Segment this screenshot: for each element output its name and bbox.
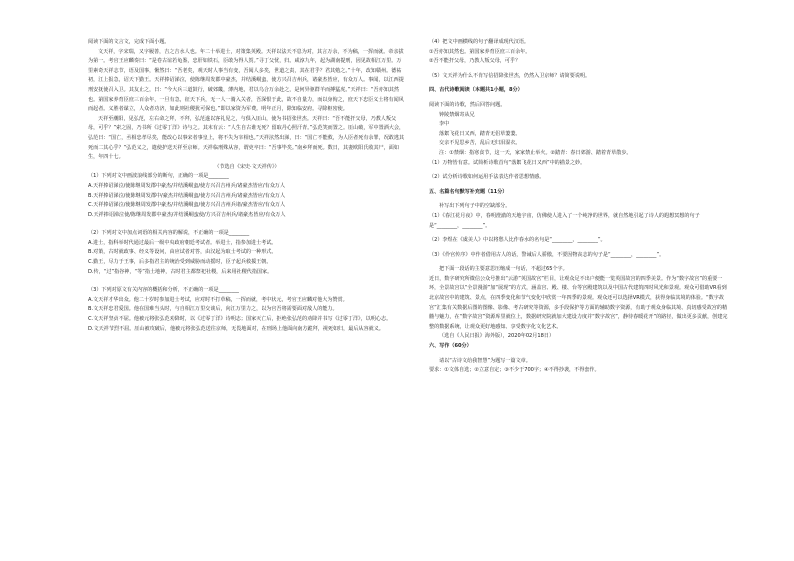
poem-line-2: 交亲不见思乡苦，乱后无归泪湿衣。	[439, 140, 521, 147]
question-3-option-c: C.文天祥坚贞不屈。他被元将张弘范劝降时，以《过零丁洋》诗明志；国家灭亡后，拒绝张弘范的劝降并书写《过零丁洋》，以明心志。	[88, 316, 392, 323]
fill-blank-2: （2）李煜在《虞美人》中以将愁人比作春水的名句是“________，________”。	[429, 237, 606, 244]
question-3-option-d: D.文天祥节烈不屈。厓山被攻破后，他被元将张弘范送往京师，无畏地面对，在刑场上他面向南方跪拜，视死如归，最后从容就义。	[88, 325, 384, 332]
question-2-option-c: C.勤王，尽力于王事，后多指君主的统治受到威胁而动摇时，臣子起兵救援王朝。	[88, 259, 272, 266]
question-1-option-b: B.天祥捧诏涕泣/使陈继周发郡中/豪杰并结溪峒蛮/使方兴召吉州兵/诸豪杰皆应/有众万人	[88, 192, 286, 199]
question-4-stem: （4）把文中画横线的句子翻译成现代汉语。	[429, 39, 530, 45]
question-1-option-a: A.天祥捧诏涕泣/使陈继周发郡中豪杰/并结溪峒蛮/使方兴召吉州兵/诸豪杰皆应/有众万人	[88, 182, 285, 189]
section-4-intro: 阅读下面的诗歌，然后回答问题。	[429, 101, 506, 108]
fill-blank-1: （1）《春江花月夜》中，春明澄澈的天地宇宙，仿佛使人进入了一个纯净的世界，就自然地引起了诗人的遐想冥想的句子是“________，________”。	[429, 212, 700, 229]
left-column	[88, 38, 406, 334]
right-column	[429, 38, 729, 376]
question-3-option-b: B.文天祥忠君爱国。他在国难当头时，与自相江万里交谈后，向江万里力之，以为官吾将需要面对敌人的能力。	[88, 306, 338, 313]
question-4-item-2: ②吾不能扞父母，乃教人叛父母，可乎？	[429, 58, 521, 65]
fill-blank-3: （3）《伶官传序》中作者借用古人的话，警诫后人骄傲，不要因物丧志的句子是“________，________”。	[429, 251, 665, 258]
poem-note: 注：①禁烟：指寒食节，这一天，家家禁止举火。②踏青：春日郊游、踏着青草散步。	[439, 149, 632, 156]
passage-paragraph-2: 天祥至潮阳，见弘范，左右命之拜，不拜，弘范遂以客礼见之，与俱入厓山，使为书招张世杰。天祥曰：“吾不能扞父母，乃教人叛父母，可乎？”索之固，乃书所《过零丁洋》诗与之。其末有云：“人生自古谁无死？留取丹心照汗青。”弘范笑而置之。厓山破，军中置酒大会，弘范曰：“国亡，丞相忠孝尽矣，能改心以事宋者事皇上，将不失为宰相也。”天祥泫然出涕，曰：“国亡不能救，为人臣者死有余罪，况敢逃其死而二其心乎？”弘范义之，遣使护送天祥至京师。天祥临刑殊从容，谓吏卒曰：“吾事毕矣。”南乡拜而死。数日，其妻欧阳氏收其尸，面如生，年四十七。	[88, 115, 405, 161]
question-2-stem: （2）下列对文中加点词语的相关内容的解说，不正确的一项是________	[88, 230, 250, 237]
section-6-title: 六、写作（60分）	[429, 343, 472, 350]
section-5-title: 五、名篇名句默写补充题（11分）	[429, 188, 508, 195]
poem-title: 钟陵禁烟寄从兄	[439, 111, 475, 118]
question-2-option-a: A.进士，指科举时代通过最后一级中央政府朝廷考试者。举进士，指参加进士考试。	[88, 239, 277, 246]
writing-prompt: 请以“古诗文给我智慧”为题写一篇文章。	[439, 357, 531, 364]
question-2-option-b: B.对策，古时就政事、经义等设问，由应试者对答，由汉起为取士考试的一种形式。	[88, 249, 277, 256]
question-5-stem: （5）文天祥为什么不肯写信招降张世杰，仍然入卫京师？请简要说明。	[429, 72, 591, 79]
question-1-stem: （1）下列对文中画波浪线部分的断句，正确的一项是________	[88, 173, 229, 180]
poem-author: 李中	[439, 121, 450, 128]
question-4-item-1: ①吾亦知其然也。第国家养育臣庶三百余年。	[429, 48, 531, 55]
section-4-title: 四、古代诗歌阅读（本题共1小题，8分）	[429, 87, 523, 94]
paragraph-question-text: 近日，数字研究所微信公众号推出“云游”英国故宫”栏目，让观众足不出户便能一览英国故宫的四季美景。作为“数字故宫”的重要一环，全景故宫以“全景漫游”加“展现”的方式，涵盖宫、殿、楼、台等宫殿建筑以及中国古代建筑四时风光和景观。观众可借助VR看到北京故宫中的建筑、景点，在四季变化和节气变化中欣赏一年四季的景观。观众还可以选择VR模式，获得身临其境的体验。“数字故宫”汇集有关数据后图的图像、影像、考古研究等资源，多手段保护等方面的辅助数字资源，有助于观众身临其境、真切感受故宫的精髓与魅力，在“数字故宫”资源库里就位上，数据研究院就加大建设力度并“数字故宫”，静待春暖花开”的路径，做出更多贡献，创建完整的数据系统，让观众更好地感知、享受数字化文化艺术。	[429, 275, 728, 330]
poem-line-1: 落絮飞花日又西，踏青无侣草萋萋。	[439, 130, 521, 137]
question-2-option-d: D.传，“过”指谷神，“等”指土地神，古时君主都祭祀社稷，后来用社稷代指国家。	[88, 268, 273, 275]
passage-source: （节选自《宋史·文天祥传》）	[214, 163, 280, 170]
paragraph-question-stem: 把下面一段话的主要意思压缩成一句话，不超过65个字。	[439, 266, 568, 273]
question-3-stem: （3）下列对原文有关内容的概括和分析，不正确的一项是________	[88, 287, 239, 294]
poem-question-1: （1）万物皆有意。试简析诗歌首句“落絮飞花日又西”中的描景之妙。	[429, 159, 586, 166]
question-1-option-c: C.天祥捧诏涕泣/使陈继周发郡中豪杰/并结溪峒蛮/使方兴召吉州兵诸/豪杰皆应/有众万人	[88, 202, 286, 209]
paragraph-question-source: （选自《人民日报》海外版），2020年02月18日）	[439, 333, 555, 340]
passage-paragraph-1: 文天祥，字宋瑞，又字履善，吉之吉水人也。年二十举进士，对策集英殿。天祥以法天不息为对，其言万余，不为稿，一挥而就。帝亲拔为第一。考官王应麟奏曰：“是卷古谊若龟鉴，忠肝如铁石，臣敢为得人贺。”寻丁父忧，归。咸淳九年，起为湖南提刑，因见故相江万里。万里素奇天祥志节，语及国事，愀然曰：“吾老矣，观天时人事当有变，吾阅人多矣，世道之责，其在君乎？君其勉之。”十年，改知赣州。德祐初，江上报急，诏天下勤王。天祥捧诏涕泣，使陈继周发郡中豪杰，并结溪峒蛮，使方兴召吉州兵，诸豪杰皆应，有众万人。事闻，以江西提刑安抚使召入卫。其友止之，曰：“今大兵三道鼓行，破郊畿，薄内地，君以乌合万余赴之，是何异驱群羊而搏猛虎。”天祥曰：“吾亦知其然也。第国家养育臣庶三百余年，一旦有急，征天下兵，无一人一骑入关者，吾深恨于此，故不自量力，而以身徇之，庶天下忠臣义士将有闻风而起者。义胜者谋立，人众者功济，如此则社稷犹可保也。”即以家资为军费。明年正月，除知临安府。寻除枢密使。	[88, 48, 404, 113]
poem-question-2: （2）试分析诗歌如何运用手法表达作者思想情感。	[429, 174, 545, 181]
question-3-option-a: A.文天祥才华出众。他二十岁时参加进士考试，应对时不打草稿，一挥而就，考中状元，考官王应麟对他大为赞赏。	[88, 296, 348, 303]
reading-intro: 阅读下面的文言文，完成下面小题。	[88, 39, 170, 45]
writing-requirements: 要求：①文体自选；②立意自定；③不少于700字；④不得抄袭，不得套作。	[429, 367, 600, 374]
section-5-intro: 补写出下列句子中的空缺部分。	[439, 203, 511, 210]
question-1-option-d: D.天祥捧诏涕泣使/陈继周发郡中豪杰/并结溪峒蛮使/方兴召吉州兵/诸豪杰皆应/有众万人	[88, 211, 286, 218]
